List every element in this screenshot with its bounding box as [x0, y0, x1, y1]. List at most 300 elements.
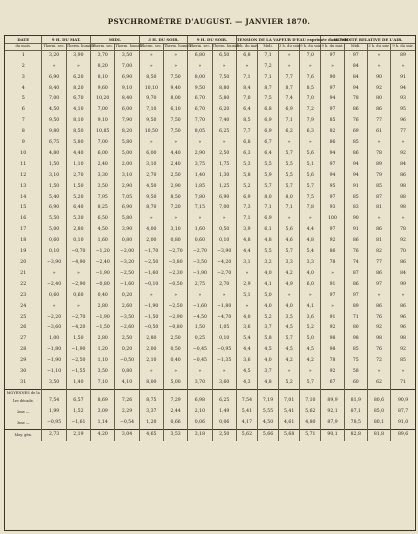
table-cell: 10,50	[139, 127, 163, 138]
table-cell: 2,9	[236, 280, 257, 291]
table-cell: 5,5	[257, 247, 278, 258]
table-cell: 6,90	[42, 73, 66, 84]
table-cell: 2,44	[163, 407, 187, 418]
table-cell: 7,1	[257, 73, 278, 84]
table-cell: −4,20	[212, 258, 236, 269]
table-cell: 6,9	[279, 105, 300, 116]
table-cell: 0,60	[66, 291, 90, 302]
table-cell: 7,3	[236, 203, 257, 214]
table-row	[5, 171, 415, 182]
column-subheader: Therm. humide.	[115, 44, 139, 51]
column-subheader: 9 h. du soir.	[300, 44, 321, 51]
table-cell: 1,75	[212, 160, 236, 171]
table-row	[5, 429, 415, 440]
table-cell: 7,01	[279, 396, 300, 407]
table-cell: 6,70	[66, 94, 90, 105]
table-cell: 5,8	[236, 171, 257, 182]
table-cell: 88	[391, 193, 415, 204]
row-label: 18	[20, 238, 27, 244]
table-cell: 8,75	[139, 396, 163, 407]
table-cell: »	[391, 291, 415, 302]
table-cell: »	[391, 138, 415, 149]
table-cell: 3,30	[91, 171, 115, 182]
table-cell: 4,50	[257, 418, 278, 429]
table-cell: 8,50	[66, 127, 90, 138]
row-label: 1	[21, 52, 25, 58]
table-cell: 5,7	[279, 182, 300, 193]
table-cell: 8,4	[236, 84, 257, 95]
column-subheader: Midi.	[344, 44, 367, 51]
table-cell: −2,70	[163, 247, 187, 258]
table-cell: 81,8	[367, 429, 390, 440]
table-cell: 7,70	[188, 116, 212, 127]
psychrometer-table	[5, 36, 415, 441]
table-cell: 80,6	[367, 396, 390, 407]
row-label: 8	[21, 129, 25, 135]
table-cell: 7,1	[236, 214, 257, 225]
table-cell: 5,80	[115, 214, 139, 225]
table-cell: −4,70	[212, 313, 236, 324]
table-cell: »	[300, 62, 321, 73]
table-cell: 8,50	[163, 193, 187, 204]
table-cell: 85	[391, 356, 415, 367]
table-row	[5, 334, 415, 345]
table-cell: 97	[321, 50, 344, 61]
table-row	[5, 127, 415, 138]
table-cell: −2,50	[66, 356, 90, 367]
table-cell: 3,7	[257, 323, 278, 334]
table-cell: 76	[344, 116, 367, 127]
table-cell: 7,50	[212, 73, 236, 84]
table-cell: 8,20	[66, 84, 90, 95]
table-cell: 3,6	[300, 313, 321, 324]
table-row	[5, 236, 415, 247]
table-cell: 4,5	[236, 367, 257, 378]
table-cell: 0,80	[163, 236, 187, 247]
table-cell: 7,5	[300, 193, 321, 204]
table-cell: »	[236, 302, 257, 313]
table-cell: 4,17	[236, 418, 257, 429]
table-cell: »	[163, 62, 187, 73]
column-subheader: Therm. humide.	[163, 44, 187, 51]
table-row	[5, 247, 415, 258]
table-row	[5, 345, 415, 356]
means-label: MOYENNES de la	[5, 389, 42, 396]
table-cell: 4,2	[300, 356, 321, 367]
table-cell: 4,80	[42, 149, 66, 160]
table-cell: 6,20	[212, 105, 236, 116]
table-cell: 4,8	[257, 236, 278, 247]
table-cell: 1,50	[66, 182, 90, 193]
table-cell: 1,85	[188, 182, 212, 193]
table-cell: 91	[321, 313, 344, 324]
row-label: 3	[21, 74, 25, 80]
table-cell: 2,00	[115, 160, 139, 171]
table-cell: −2,40	[42, 280, 66, 291]
table-cell: 7,4	[279, 94, 300, 105]
table-cell: 6,20	[66, 73, 90, 84]
table-cell: 7,95	[91, 193, 115, 204]
table-cell: 5,7	[279, 149, 300, 160]
group-header-9h-matin: 9 H. DU MAT.	[42, 36, 91, 44]
table-cell: 2,80	[66, 225, 90, 236]
table-cell: 6,1	[257, 225, 278, 236]
table-cell: −3,90	[212, 247, 236, 258]
row-label: 11	[20, 161, 27, 167]
table-cell: 1,60	[91, 236, 115, 247]
table-row	[5, 203, 415, 214]
table-cell: 10,85	[91, 127, 115, 138]
table-cell: 4,1	[300, 302, 321, 313]
table-cell: 5,50	[42, 214, 66, 225]
table-cell: 3,90	[115, 225, 139, 236]
table-cell: 97	[367, 280, 390, 291]
table-cell: −1,60	[188, 302, 212, 313]
table-cell: −3,50	[188, 258, 212, 269]
table-cell: 3,50	[115, 50, 139, 61]
table-cell: 1,49	[212, 407, 236, 418]
row-label: 6	[21, 107, 25, 113]
table-cell: 8,0	[257, 193, 278, 204]
table-cell: 5,5	[257, 160, 278, 171]
table-cell: −1,60	[139, 269, 163, 280]
table-cell: 8,00	[188, 73, 212, 84]
table-cell: 7,50	[163, 127, 187, 138]
table-cell: 7,00	[115, 62, 139, 73]
table-cell: −3,50	[115, 313, 139, 324]
table-cell: 5,80	[115, 138, 139, 149]
table-cell: 4,5	[257, 345, 278, 356]
column-subheader: 9 h. du soir.	[391, 44, 415, 51]
table-cell: −1,20	[91, 247, 115, 258]
table-cell: 6,4	[236, 105, 257, 116]
table-cell: 89	[344, 302, 367, 313]
table-cell: 3,75	[188, 160, 212, 171]
table-cell: 4,4	[236, 247, 257, 258]
table-row	[5, 407, 415, 418]
table-cell: 7,26	[115, 396, 139, 407]
table-cell: 6,9	[257, 127, 278, 138]
table-cell: −3,80	[163, 258, 187, 269]
row-label: 7	[21, 118, 25, 124]
table-cell: 94	[344, 171, 367, 182]
table-cell: 6,3	[236, 149, 257, 160]
table-cell: 81	[367, 203, 390, 214]
table-cell: 7,2	[300, 105, 321, 116]
table-cell: 4,4	[300, 225, 321, 236]
table-cell: 86	[391, 258, 415, 269]
table-cell: 87,7	[391, 407, 415, 418]
table-cell: 3,50	[91, 182, 115, 193]
table-cell: 86	[367, 105, 390, 116]
table-cell: 2,50	[163, 334, 187, 345]
table-cell: »	[391, 62, 415, 73]
table-cell: 1,05	[212, 323, 236, 334]
table-cell: »	[42, 269, 66, 280]
table-cell: 97	[344, 291, 367, 302]
table-cell: −3,60	[42, 323, 66, 334]
table-cell: 5,66	[257, 429, 278, 440]
table-cell: 5,7	[300, 378, 321, 389]
table-cell: −1,10	[42, 367, 66, 378]
table-cell: 5,68	[279, 429, 300, 440]
table-row	[5, 182, 415, 193]
table-cell: 6,80	[188, 50, 212, 61]
table-cell: 90,1	[321, 429, 344, 440]
table-cell: 87,9	[321, 418, 344, 429]
table-cell: 7,19	[257, 396, 278, 407]
table-cell: 10,10	[139, 84, 163, 95]
table-cell: 92	[391, 149, 415, 160]
column-subheader: Therm. humide.	[212, 44, 236, 51]
table-cell: 86	[344, 105, 367, 116]
table-cell: »	[212, 214, 236, 225]
table-cell: 96	[391, 116, 415, 127]
table-cell: 3,7	[257, 367, 278, 378]
table-cell: 77	[367, 116, 390, 127]
table-cell: 0,40	[163, 356, 187, 367]
table-cell: »	[321, 269, 344, 280]
table-cell: »	[66, 302, 90, 313]
table-cell: 5,6	[279, 225, 300, 236]
table-row	[5, 225, 415, 236]
table-cell: »	[321, 302, 344, 313]
table-cell: 7,00	[212, 203, 236, 214]
table-cell: 4,8	[236, 236, 257, 247]
table-cell: 1,40	[66, 378, 90, 389]
table-cell: −0,50	[139, 323, 163, 334]
table-cell: 76	[367, 345, 390, 356]
table-cell: 3,04	[115, 429, 139, 440]
table-cell: 69	[344, 127, 367, 138]
column-subheader: Midi.	[257, 44, 278, 51]
table-cell: 4,0	[236, 313, 257, 324]
table-cell: 6,8	[236, 50, 257, 61]
table-cell: 4,0	[257, 302, 278, 313]
table-cell: 92	[367, 323, 390, 334]
table-cell: −1,90	[188, 269, 212, 280]
table-cell: −2,90	[163, 313, 187, 324]
table-cell: 76	[367, 313, 390, 324]
table-row	[5, 73, 415, 84]
table-cell: 6,90	[115, 73, 139, 84]
row-label: 26	[20, 325, 27, 331]
table-cell: 70	[391, 247, 415, 258]
table-cell: 91	[321, 280, 344, 291]
table-cell: −2,50	[139, 258, 163, 269]
table-cell: −2,50	[163, 302, 187, 313]
table-row	[5, 214, 415, 225]
table-cell: −1,90	[91, 269, 115, 280]
table-cell: »	[212, 138, 236, 149]
table-cell: 5,7	[279, 247, 300, 258]
table-cell: 5,8	[257, 334, 278, 345]
table-cell: 3,18	[188, 429, 212, 440]
table-cell: »	[212, 62, 236, 73]
table-cell: 85	[367, 182, 390, 193]
table-cell: 7,29	[163, 396, 187, 407]
table-cell: 3,6	[236, 356, 257, 367]
table-cell: »	[279, 214, 300, 225]
table-cell: 6,50	[212, 50, 236, 61]
table-cell: 87	[344, 269, 367, 280]
table-cell: »	[42, 302, 66, 313]
table-cell: 5,62	[300, 407, 321, 418]
table-cell: 100	[321, 214, 344, 225]
table-cell: 89,9	[321, 396, 344, 407]
table-cell: 78	[344, 94, 367, 105]
table-cell: 90,9	[391, 396, 415, 407]
table-cell: 0,80	[115, 367, 139, 378]
table-cell: −1,90	[42, 356, 66, 367]
table-cell: 4,5	[300, 345, 321, 356]
table-cell: 3,5	[279, 313, 300, 324]
table-cell: 6,57	[66, 396, 90, 407]
table-cell: 7,10	[300, 396, 321, 407]
table-cell: 3,53	[163, 429, 187, 440]
table-cell: 58	[344, 367, 367, 378]
table-cell: 3,09	[91, 407, 115, 418]
table-cell: −2,40	[91, 258, 115, 269]
table-cell: 6,4	[257, 149, 278, 160]
table-cell: 0,50	[212, 225, 236, 236]
table-cell: 7,7	[279, 73, 300, 84]
table-cell: 0,80	[115, 236, 139, 247]
table-cell: 7,00	[91, 105, 115, 116]
table-cell: »	[300, 367, 321, 378]
table-cell: 89	[367, 160, 390, 171]
table-cell: 5,4	[300, 247, 321, 258]
row-label: Moy. gén.	[5, 429, 42, 440]
table-cell: 3,10	[115, 171, 139, 182]
table-cell: −1,90	[91, 313, 115, 324]
table-cell: 3,37	[139, 407, 163, 418]
table-cell: 85	[344, 138, 367, 149]
table-cell: 9,80	[42, 127, 66, 138]
row-label: 25	[20, 314, 27, 320]
table-cell: »	[391, 214, 415, 225]
table-cell: 5,3	[236, 160, 257, 171]
table-cell: 4,5	[279, 345, 300, 356]
table-row	[5, 138, 415, 149]
table-cell: 6,00	[115, 105, 139, 116]
table-cell: 98	[321, 345, 344, 356]
table-cell: 98	[367, 334, 390, 345]
table-cell: 91	[344, 225, 367, 236]
table-cell: −0,45	[188, 356, 212, 367]
table-cell: 80,1	[367, 418, 390, 429]
table-cell: 76	[344, 247, 367, 258]
table-cell: 82	[367, 247, 390, 258]
table-cell: 1,20	[139, 418, 163, 429]
table-cell: 4,3	[236, 378, 257, 389]
table-cell: 8,10	[91, 73, 115, 84]
table-cell: 7,00	[91, 138, 115, 149]
table-cell: 3,70	[188, 378, 212, 389]
table-cell: 5,80	[66, 138, 90, 149]
table-cell: 6,2	[279, 127, 300, 138]
table-cell: 92	[391, 345, 415, 356]
table-cell: −1,80	[212, 302, 236, 313]
table-cell: 7,10	[139, 105, 163, 116]
table-cell: 67	[321, 378, 344, 389]
table-cell: 0,50	[163, 345, 187, 356]
table-cell: 5,7	[300, 182, 321, 193]
table-cell: 1,40	[188, 171, 212, 182]
table-cell: 2,80	[91, 334, 115, 345]
table-cell: 2,70	[212, 280, 236, 291]
table-cell: 1,50	[188, 323, 212, 334]
table-cell: −2,60	[115, 323, 139, 334]
table-cell: 84	[344, 73, 367, 84]
table-row	[5, 291, 415, 302]
table-cell: 8,20	[115, 127, 139, 138]
table-cell: 94	[391, 84, 415, 95]
table-cell: 4,6	[279, 236, 300, 247]
table-cell: 5,80	[212, 94, 236, 105]
table-cell: »	[236, 269, 257, 280]
table-cell: 5,0	[257, 291, 278, 302]
table-row	[5, 193, 415, 204]
table-cell: 2,50	[115, 334, 139, 345]
table-cell: 7,1	[279, 116, 300, 127]
table-cell: 4,8	[300, 236, 321, 247]
table-cell: »	[367, 291, 390, 302]
table-row	[5, 418, 415, 429]
table-cell: −2,20	[42, 313, 66, 324]
table-cell: »	[279, 62, 300, 73]
table-cell: −1,90	[66, 345, 90, 356]
table-cell: 4,2	[279, 356, 300, 367]
table-cell: 2,70	[139, 171, 163, 182]
row-label: 19	[20, 249, 27, 255]
table-cell: 6,9	[257, 116, 278, 127]
table-cell: 5,5	[279, 160, 300, 171]
table-cell: 0,10	[42, 247, 66, 258]
column-subheader: Therm. sec.	[139, 44, 163, 51]
table-cell: 78,5	[344, 418, 367, 429]
table-cell: 78	[367, 149, 390, 160]
table-row	[5, 323, 415, 334]
table-cell: 5,7	[279, 334, 300, 345]
table-cell: 2,73	[42, 429, 66, 440]
table-cell: 7,90	[115, 116, 139, 127]
table-cell: 82	[321, 127, 344, 138]
table-cell: 4,00	[139, 225, 163, 236]
table-cell: −1,70	[139, 247, 163, 258]
table-cell: 6,50	[91, 214, 115, 225]
table-cell: 86	[321, 138, 344, 149]
column-subheader: Therm. sec.	[42, 44, 66, 51]
table-cell: 8,80	[212, 84, 236, 95]
table-cell: »	[279, 291, 300, 302]
table-cell: 86	[344, 280, 367, 291]
table-cell: 94	[344, 84, 367, 95]
table-row	[5, 62, 415, 73]
table-cell: 3,6	[236, 323, 257, 334]
row-label: 13	[20, 183, 27, 189]
table-row	[5, 258, 415, 269]
table-cell: 7,0	[236, 94, 257, 105]
table-cell: 4,1	[257, 280, 278, 291]
table-cell: »	[188, 62, 212, 73]
table-cell: 0,60	[188, 236, 212, 247]
table-cell: 8,7	[279, 84, 300, 95]
table-cell: −1,55	[66, 367, 90, 378]
table-cell: 8,0	[279, 193, 300, 204]
table-cell: 2,75	[188, 280, 212, 291]
table-cell: 4,80	[300, 418, 321, 429]
